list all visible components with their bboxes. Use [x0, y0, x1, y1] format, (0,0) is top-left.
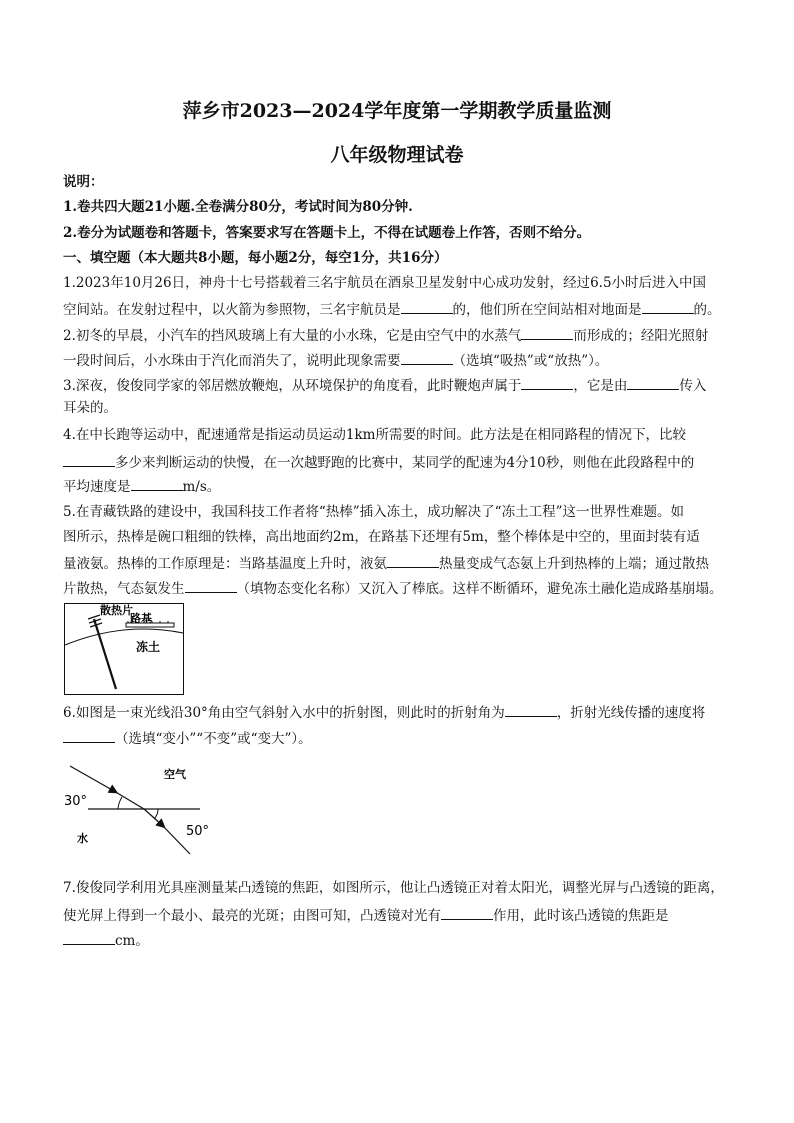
air-label: 空气 — [164, 768, 186, 781]
q6-line-2: （选填“变小”“不变”或“变大”）。 — [63, 729, 733, 748]
q4-line-3: 平均速度是 m/s。 — [63, 479, 221, 495]
section-1-heading: 一、填空题（本大题共8小题，每小题2分，每空1分，共16分） — [63, 250, 448, 266]
refracted-angle-arc — [154, 809, 158, 819]
answer-blank — [627, 376, 679, 390]
fin — [88, 615, 100, 619]
fin-label: 散热片 — [100, 604, 133, 617]
answer-blank — [642, 300, 694, 314]
q5-line-1: 5.在青藏铁路的建设中，我国科技工作者将“热棒”插入冻土，成功解决了“冻土工程”这一世界性难题。如 — [63, 504, 684, 520]
refracted-ray — [144, 809, 162, 825]
q1-line-2: 空间站。在发射过程中，以火箭为参照物，三名宇航员是 的，他们所在空间站相对地面是 的。 — [63, 302, 721, 318]
answer-blank — [185, 579, 237, 593]
refracted-angle-label: 50° — [186, 824, 210, 839]
answer-blank — [505, 703, 557, 717]
frozen-soil-label: 冻土 — [136, 640, 161, 654]
notes-item-1: 1.卷共四大题21小题.全卷满分80分，考试时间为80分钟. — [63, 199, 413, 215]
exam-title: 萍乡市2023—2024学年度第一学期教学质量监测 — [182, 100, 612, 122]
q7-line-3: cm。 — [63, 931, 733, 950]
q1-line-1: 1.2023年10月26日，神舟十七号搭载着三名宇航员在酒泉卫星发射中心成功发射，经过6.5小时后进入中国 — [63, 275, 707, 291]
q2-line-1: 2.初冬的早晨，小汽车的挡风玻璃上有大量的小水珠，它是由空气中的水蒸气 而形成的；经阳光照射 — [63, 328, 709, 344]
heat-pipe-figure — [64, 603, 184, 695]
q4-line-1: 4.在中长跑等运动中，配速通常是指运动员运动1km所需要的时间。此方法是在相同路程的情况下，比较 — [63, 427, 686, 443]
answer-blank — [521, 376, 573, 390]
refraction-figure — [60, 758, 210, 858]
notes-item-2: 2.卷分为试题卷和答题卡，答案要求写在答题卡上，不得在试题卷上作答，否则不给分。 — [63, 225, 591, 241]
answer-blank — [401, 300, 453, 314]
incident-angle-label: 30° — [64, 794, 88, 809]
incident-angle-arc — [118, 797, 122, 809]
q5-line-4: 片散热，气态氨发生 （填物态变化名称）又沉入了棒底。这样不断循环，避免冻土融化造成路基崩塌。 — [63, 581, 723, 597]
answer-blank — [63, 931, 115, 945]
answer-blank — [521, 326, 573, 340]
incident-ray — [70, 766, 114, 791]
answer-blank — [63, 453, 115, 467]
answer-blank — [63, 729, 115, 743]
exam-subtitle: 八年级物理试卷 — [330, 144, 464, 166]
q3-line-2: 耳朵的。 — [63, 400, 117, 416]
answer-blank — [441, 906, 493, 920]
q6-line-1: 6.如图是一束光线沿30°角由空气斜射入水中的折射图，则此时的折射角为 ，折射光线传播的速度将 — [63, 705, 706, 721]
q5-line-3: 量液氨。热棒的工作原理是：当路基温度上升时，液氨 热量变成气态氨上升到热棒的上端；通过散热 — [63, 556, 709, 572]
q7-line-1: 7.俊俊同学利用光具座测量某凸透镜的焦距，如图所示，他让凸透镜正对着太阳光，调整光屏与凸透镜的距离， — [63, 880, 724, 896]
heat-pipe — [94, 619, 116, 689]
q5-line-2: 图所示，热棒是碗口粗细的铁棒，高出地面约2m，在路基下还埋有5m，整个棒体是中空的，里面封装有适 — [63, 529, 700, 545]
notes-heading: 说明： — [63, 174, 104, 190]
answer-blank — [387, 554, 439, 568]
figure-frame — [65, 604, 184, 695]
q4-line-2: 多少来判断运动的快慢，在一次越野跑的比赛中，某同学的配速为4分10秒，则他在此段路程中的 — [63, 453, 733, 472]
answer-blank — [401, 351, 453, 365]
q2-line-2: 一段时间后，小水珠由于汽化而消失了，说明此现象需要 （选填“吸热”或“放热”）。 — [63, 353, 609, 369]
roadbed-label: 路基 — [130, 612, 152, 625]
answer-blank — [131, 477, 183, 491]
q7-line-2: 使光屏上得到一个最小、最亮的光斑；由图可知，凸透镜对光有 作用，此时该凸透镜的焦距是 — [63, 908, 669, 924]
ground-line — [65, 629, 183, 645]
q3-line-1: 3.深夜，俊俊同学家的邻居燃放鞭炮，从环境保护的角度看，此时鞭炮声属于 ，它是由 传入 — [63, 378, 707, 394]
water-label: 水 — [77, 832, 88, 845]
